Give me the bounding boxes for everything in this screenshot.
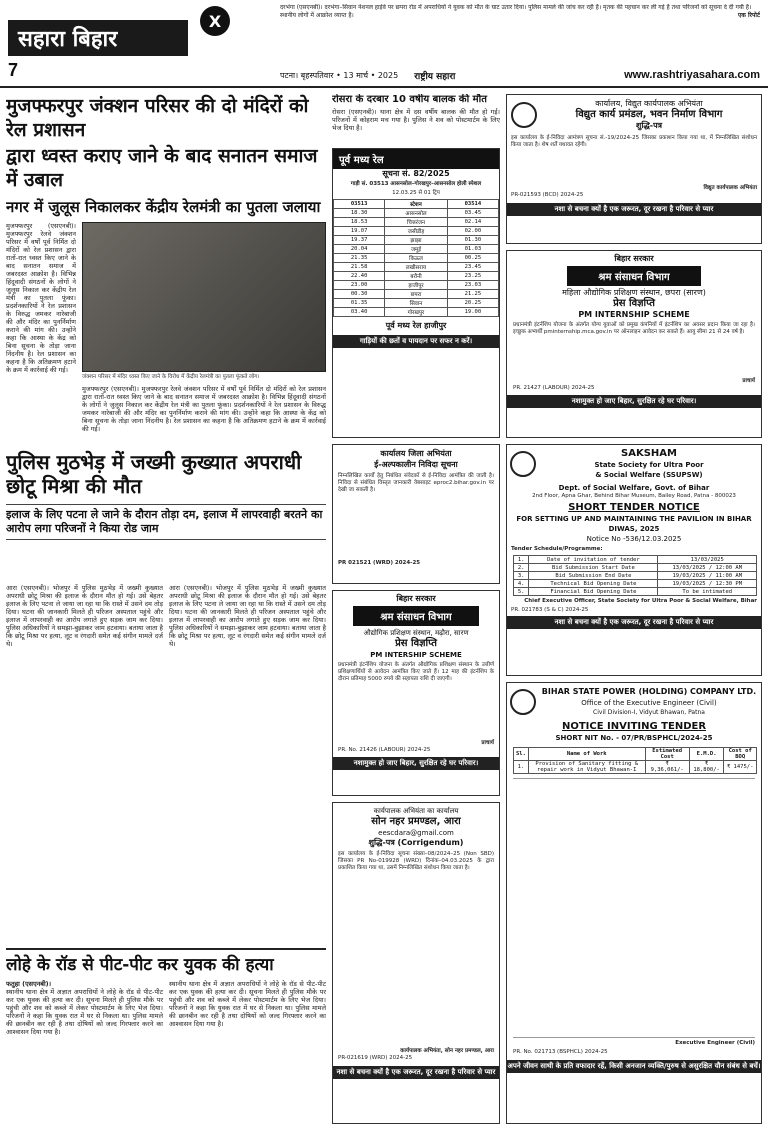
bsphcl-terms-area <box>513 778 755 1038</box>
saksham-schedule-body <box>514 556 757 596</box>
sone-email[interactable]: eescdara@gmail.com <box>378 829 454 837</box>
bsphcl-cell: ₹ 9,36,061/- <box>645 761 689 774</box>
lead-body-cont: मुजफ्फरपुर (एसएनबी)। मुजफ्फरपुर रेलवे जंक्शन परिसर में वर्षों पूर्व निर्मित दो मंदिरों को रेल प्रशासन द्वारा रातों-रात ध्वस्त किए जाने के बाद सनातन समाज में जबरदस्त आक्रोश है। विभिन्न हिंदूवादी संगठनों के लोगों ने जुलूस निकाल कर केंद्रीय रेल मंत्री का पुतला फूंका। प्रदर्शनकारियों ने रेल प्रशासन के विरुद्ध जमकर नारेबाजी की और मंदिर का पुनर्निर्माण कराने की मांग की। उन्होंने कहा कि आस्था के केंद्र को बिना सूचना के तोड़ा जाना निंदनीय है। रेल प्रशासन का कहना है कि अतिक्रमण हटाने के क्रम में कार्रवाई की गई। <box>82 385 326 433</box>
timetable-cell: लखीसराय <box>385 263 447 272</box>
tender-ad-header: कार्यालय जिला अभियंता <box>380 449 452 458</box>
timetable-cell: 19.00 <box>447 308 498 317</box>
schedule-cell: 5. <box>514 588 529 596</box>
brand-logo: सहारा बिहार <box>8 20 188 56</box>
electricity-ad <box>506 94 762 244</box>
timetable-row <box>334 254 499 263</box>
iti1-ref: PR. 21427 (LABOUR) 2024-25 <box>513 385 595 391</box>
timetable-row <box>334 299 499 308</box>
timetable-cell: 22.40 <box>334 272 385 281</box>
timetable-row <box>334 236 499 245</box>
railway-ad-notice: सूचना सं. 82/2025 <box>382 169 450 178</box>
bsphcl-notice-no: SHORT NIT No. - 07/PR/BSPHCL/2024-25 <box>555 734 713 742</box>
timetable-cell: जसीडीह <box>385 227 447 236</box>
timetable-cell: 23.25 <box>447 272 498 281</box>
iti1-header: बिहार सरकार <box>614 254 654 263</box>
story-rosra-body: रोसरा (एसएनबी)। थाना क्षेत्र में दस वर्षीय बालक की मौत हो गई। परिजनों में कोहराम मच गया है। पुलिस ने शव को पोस्टमार्टम के लिए भेज दिया है। <box>332 108 500 132</box>
timetable-cell: 01.03 <box>447 245 498 254</box>
timetable-cell: 21.25 <box>447 290 498 299</box>
iti2-title: प्रेस विज्ञप्ति <box>395 638 437 649</box>
iti1-subtitle: PM INTERNSHIP SCHEME <box>578 310 690 319</box>
timetable-row <box>334 218 499 227</box>
city-date: पटना। बृहस्पतिवार • 13 मार्च • 2025 <box>280 70 399 80</box>
schedule-cell: To be intimated <box>658 588 757 596</box>
bsphcl-logo-icon <box>510 689 536 715</box>
schedule-cell: Date of invitation of tender <box>529 556 658 564</box>
iti1-tagline: नशामुक्त हो जाए बिहार, सुरक्षित रहे घर परिवार। <box>507 395 761 408</box>
iti2-tagline: नशामुक्त हो जाए बिहार, सुरक्षित रहे घर परिवार। <box>333 757 499 770</box>
timetable-row <box>334 209 499 218</box>
bsphcl-head-cell: Name of Work <box>528 748 645 761</box>
lead-photo <box>82 222 326 372</box>
top-news-text: दरभंगा (एसएनबी)। दरभंगा–सिवान नेशनल हाईवे पर छपरा रोड में अपराधियों ने युवक को मौत के घाट उतार दिया। पुलिस मामले की जांच कर रही है। मृतक की पहचान कर ली गई है तथा परिजनों को सूचना दे दी गयी है। स्थानीय लोगों में आक्रोश व्याप्त है। <box>280 4 752 19</box>
electricity-ad-signature: विद्युत कार्यपालक अभियंता <box>703 185 757 191</box>
bsphcl-cell: Provision of Sanitary fitting & repair work in Vidyut Bhawan-I <box>528 761 645 774</box>
iti2-header: बिहार सरकार <box>396 594 436 603</box>
railway-ad <box>332 148 500 438</box>
bihar-seal-icon <box>511 102 537 128</box>
lead-body: मुजफ्फरपुर (एसएनबी)। मुजफ्फरपुर रेलवे जंक्शन परिसर में वर्षों पूर्व निर्मित दो मंदिरों को रेल प्रशासन द्वारा रातों-रात ध्वस्त किए जाने के बाद सनातन समाज में जबरदस्त आक्रोश है। विभिन्न हिंदूवादी संगठनों के लोगों ने जुलूस निकाल कर केंद्रीय रेल मंत्री का पुतला फूंका। प्रदर्शनकारियों ने रेल प्रशासन के विरुद्ध जमकर नारेबाजी की और मंदिर का पुनर्निर्माण कराने की मांग की। उन्होंने कहा कि आस्था के केंद्र को बिना सूचना के तोड़ा जाना निंदनीय है। रेल प्रशासन का कहना है कि अतिक्रमण हटाने के क्रम में कार्रवाई की गई। <box>6 222 76 374</box>
masthead <box>0 0 768 88</box>
iti1-office: महिला औद्योगिक प्रशिक्षण संस्थान, छपरा (सारण) <box>562 288 706 297</box>
schedule-cell: 2. <box>514 564 529 572</box>
saksham-schedule-table <box>513 555 757 596</box>
x-social-icon: X <box>200 6 230 36</box>
timetable-cell: 23.45 <box>447 263 498 272</box>
story-encounter-headline: पुलिस मुठभेड़ में जख्मी कुख्यात अपराधी छोटू मिश्रा की मौत <box>6 450 302 498</box>
story-murder-headline: लोहे के रॉड से पीट-पीट कर युवक की हत्या <box>6 948 326 976</box>
page-number: 7 <box>8 60 19 80</box>
sone-signature: कार्यपालक अभियंता, सोन नहर प्रमण्डल, आरा <box>400 1048 494 1054</box>
schedule-row <box>514 564 757 572</box>
bsphcl-ref: PR. No. 021713 (BSPHCL) 2024-25 <box>513 1049 608 1055</box>
timetable-cell: किऊल <box>385 254 447 263</box>
timetable-cell: 20.25 <box>447 299 498 308</box>
timetable-row <box>334 272 499 281</box>
tender-ad-body: निम्नलिखित कार्यों हेतु निबंधित संवेदकों से ई-निविदा आमंत्रित की जाती है। निविदा से संबंधित विस्तृत जानकारी वेबसाइट eproc2.bihar.gov.in पर देखी जा सकती है। <box>338 473 494 493</box>
timetable-cell: 18.53 <box>334 218 385 227</box>
story-encounter-subhead: इलाज के लिए पटना ले जाने के दौरान तोड़ा दम, इलाज में लापरवाही बरतने का आरोप लगा परिजनों ने किया रोड जाम <box>6 504 326 540</box>
timetable-cell: 23.03 <box>447 281 498 290</box>
sone-header: कार्यपालक अभियंता का कार्यालय <box>373 807 459 815</box>
schedule-row <box>514 556 757 564</box>
story-rosra-headline: रोसरा के दरबार 10 वर्षीय बालक की मौत <box>332 94 487 105</box>
iti1-signature: प्राचार्य <box>742 378 755 384</box>
tender-ad-title: ई-अल्पकालीन निविदा सूचना <box>374 460 458 469</box>
top-news-brief <box>280 4 760 64</box>
saksham-signature: Chief Executive Officer, State Society for Ultra Poor & Social Welfare, Bihar <box>524 598 757 604</box>
electricity-ad-body: इस कार्यालय के ई-निविदा आमंत्रण सूचना सं.-19/2024-25 जिसका प्रकाशन किया गया था, में निम्नलिखित संशोधन किया जाता है। शेष शर्तें यथावत रहेंगी। <box>511 135 757 148</box>
saksham-address: 2nd Floor, Apna Ghar, Behind Bihar Museum, Bailey Road, Patna - 800023 <box>532 493 736 499</box>
railway-ad-footer: पूर्व मध्य रेल हाजीपुर <box>385 321 447 330</box>
schedule-row <box>514 588 757 596</box>
bsphcl-office: Office of the Executive Engineer (Civil) <box>581 699 717 707</box>
story-encounter-body-cont: आरा (एसएनबी)। भोजपुर में पुलिस मुठभेड़ में जख्मी कुख्यात अपराधी छोटू मिश्रा की इलाज के दौरान मौत हो गई। उसे बेहतर इलाज के लिए पटना ले जाया जा रहा था कि रास्ते में उसने दम तोड़ दिया। घटना की जानकारी मिलते ही परिजन अस्पताल पहुंचे और इलाज में लापरवाही का आरोप लगाते हुए सड़क जाम कर दिया। पुलिस अधिकारियों ने समझा-बुझाकर जाम हटवाया। बताया जाता है कि छोटू मिश्रा पर हत्या, लूट व रंगदारी समेत कई संगीन मामले दर्ज थे। <box>169 584 326 648</box>
bsphcl-table <box>513 747 757 774</box>
timetable-row <box>334 227 499 236</box>
timetable-cell: 19.07 <box>334 227 385 236</box>
schedule-cell: 13/03/2025 / 12:00 AM <box>658 564 757 572</box>
story-rosra <box>332 94 500 144</box>
story-murder-dateline: फतुहा (एसएनबी)। <box>6 980 52 988</box>
timetable-cell: 01.35 <box>334 299 385 308</box>
bsphcl-cell: 1. <box>514 761 529 774</box>
saksham-schedule-title: Tender Schedule/Programme: <box>511 546 603 552</box>
timetable-cell: 00.25 <box>447 254 498 263</box>
bsphcl-cell: ₹ 18,800/- <box>689 761 724 774</box>
railway-ad-days: 12.03.25 से 01 ट्रिप <box>392 190 440 196</box>
saksham-notice-sub: FOR SETTING UP AND MAINTAINING THE PAVILION IN BIHAR DIWAS, 2025 <box>516 515 752 533</box>
bsphcl-head-cell: Estimated Cost <box>645 748 689 761</box>
tender-ad <box>332 444 500 584</box>
timetable-cell: 21.35 <box>334 254 385 263</box>
railway-timetable <box>333 199 499 317</box>
saksham-dept: Dept. of Social Welfare, Govt. of Bihar <box>558 484 710 492</box>
timetable-cell: 23.00 <box>334 281 385 290</box>
bsphcl-table-head <box>514 748 757 761</box>
timetable-row <box>334 263 499 272</box>
timetable-row <box>334 308 499 317</box>
schedule-cell: 19/03/2025 / 12:30 PM <box>658 580 757 588</box>
timetable-row <box>334 290 499 299</box>
railway-ad-tagline: गाड़ियों की छतों व पायदान पर सफर न करें। <box>333 335 499 348</box>
saksham-sub2: & Social Welfare (SSUPSW) <box>595 471 703 479</box>
schedule-cell: Bid Submission Start Date <box>529 564 658 572</box>
schedule-cell: 19/03/2025 / 11:00 AM <box>658 572 757 580</box>
saksham-ad <box>506 444 762 676</box>
iti2-dept: श्रम संसाधन विभाग <box>353 606 479 626</box>
lead-story <box>6 94 326 444</box>
lead-subhead: नगर में जुलूस निकालकर केंद्रीय रेलमंत्री का पुतला जलाया <box>6 198 321 216</box>
schedule-cell: 4. <box>514 580 529 588</box>
lead-headline-2: द्वारा ध्वस्त कराए जाने के बाद सनातन समाज में उबाल <box>6 145 318 191</box>
timetable-row <box>334 245 499 254</box>
timetable-cell: 19.37 <box>334 236 385 245</box>
iti-ad-marhaura <box>332 590 500 796</box>
story-murder-body-cont: स्थानीय थाना क्षेत्र में अज्ञात अपराधियों ने लोहे के रॉड से पीट-पीट कर एक युवक की हत्या कर दी। सूचना मिलते ही पुलिस मौके पर पहुंची और शव को कब्जे में लेकर पोस्टमार्टम के लिए भेज दिया। परिजनों ने कहा कि युवक रात में घर से निकला था। पुलिस मामले की छानबीन कर रही है तथा दोषियों को जल्द गिरफ्तार करने का आश्वासन दिया गया है। <box>169 980 326 1028</box>
schedule-cell: 3. <box>514 572 529 580</box>
electricity-ad-title: विद्युत कार्य प्रमंडल, भवन निर्माण विभाग <box>575 109 723 120</box>
lead-photo-caption: जंक्शन परिसर में मंदिर ध्वस्त किए जाने के विरोध में केंद्रीय रेलमंत्री का पुतला फूंकते लोग। <box>82 374 260 380</box>
bsphcl-head-cell: Sl. <box>514 748 529 761</box>
timetable-col-1: स्टेशन <box>385 200 447 209</box>
saksham-notice-no: Notice No -536/12.03.2025 <box>586 535 682 543</box>
saksham-logo-icon <box>510 451 536 477</box>
timetable-cell: गोरखपुर <box>385 308 447 317</box>
timetable-cell: 00.30 <box>334 290 385 299</box>
schedule-cell: 1. <box>514 556 529 564</box>
timetable-cell: चित्तरंजन <box>385 218 447 227</box>
timetable-cell: 01.30 <box>447 236 498 245</box>
saksham-sub1: State Society for Ultra Poor <box>594 461 704 469</box>
bsphcl-ad <box>506 682 762 1124</box>
schedule-cell: 13/03/2025 <box>658 556 757 564</box>
timetable-col-0: 03513 <box>334 200 385 209</box>
schedule-row <box>514 580 757 588</box>
story-encounter-body: आरा (एसएनबी)। भोजपुर में पुलिस मुठभेड़ में जख्मी कुख्यात अपराधी छोटू मिश्रा की इलाज के दौरान मौत हो गई। उसे बेहतर इलाज के लिए पटना ले जाया जा रहा था कि रास्ते में उसने दम तोड़ दिया। घटना की जानकारी मिलते ही परिजन अस्पताल पहुंचे और इलाज में लापरवाही का आरोप लगाते हुए सड़क जाम कर दिया। पुलिस अधिकारियों ने समझा-बुझाकर जाम हटवाया। बताया जाता है कि छोटू मिश्रा पर हत्या, लूट व रंगदारी समेत कई संगीन मामले दर्ज थे। <box>6 584 163 648</box>
timetable-cell: 03.40 <box>334 308 385 317</box>
timetable-cell: बरौनी <box>385 272 447 281</box>
sone-tagline: नशा से बचना क्यों है एक जरूरत, दूर रखना है परिवार से प्यार <box>333 1066 499 1079</box>
saksham-tagline: नशा से बचना क्यों है एक जरूरत, दूर रखना है परिवार से प्यार <box>507 616 761 629</box>
timetable-head-row <box>334 200 499 209</box>
sone-subtitle: शुद्धि-पत्र (Corrigendum) <box>368 838 464 847</box>
timetable-row <box>334 281 499 290</box>
iti2-ref: PR. No. 21426 (LABOUR) 2024-25 <box>338 747 431 753</box>
railway-ad-header: पूर्व मध्य रेल <box>333 149 499 169</box>
bsphcl-cell: ₹ 1475/- <box>724 761 757 774</box>
saksham-notice-title: SHORT TENDER NOTICE <box>568 502 700 513</box>
iti1-title: प्रेस विज्ञप्ति <box>613 298 655 309</box>
top-news-tag: एक रिपोर्ट <box>737 12 760 19</box>
timetable-cell: 20.04 <box>334 245 385 254</box>
electricity-ad-subtitle: शुद्धि-पत्र <box>635 121 663 130</box>
timetable-cell: 03.45 <box>447 209 498 218</box>
timetable-cell: हाजीपुर <box>385 281 447 290</box>
electricity-ad-ref: PR-021593 (BCD) 2024-25 <box>511 192 584 198</box>
bsphcl-title: BIHAR STATE POWER (HOLDING) COMPANY LTD. <box>541 687 757 696</box>
timetable-cell: 21.58 <box>334 263 385 272</box>
iti2-subtitle: PM INTERSHIP SCHEME <box>370 651 462 659</box>
schedule-cell: Bid Submission End Date <box>529 572 658 580</box>
timetable-cell: सिवान <box>385 299 447 308</box>
bsphcl-address: Civil Division-I, Vidyut Bhawan, Patna <box>593 709 705 716</box>
timetable-cell: 18.30 <box>334 209 385 218</box>
bsphcl-table-row <box>514 761 757 774</box>
sone-body: इस कार्यालय के ई-निविदा सूचना संख्या–08/2024–25 (Non SBD) जिसका PR No-019928 (WRD) दिनांक–04.03.2025 के द्वारा प्रकाशित किया गया था, उसमें निम्नलिखित संशोधन किया जाता है। <box>338 851 494 871</box>
iti-ad-chhapra <box>506 250 762 438</box>
bsphcl-notice: NOTICE INVITING TENDER <box>561 721 707 732</box>
lead-headline-1: मुजफ्फरपुर जंक्शन परिसर की दो मंदिरों को रेल प्रशासन <box>6 95 309 141</box>
iti2-body: प्रधानमंत्री इंटर्नशिप योजना के अंतर्गत औद्योगिक प्रशिक्षण संस्थान के उत्तीर्ण प्रशिक्षणार्थियों से आवेदन आमंत्रित किए जाते हैं। 12 माह की इंटर्नशिप के दौरान प्रतिमाह 5000 रुपये की सहायता राशि दी जाएगी। <box>338 662 494 682</box>
dateline-bar <box>280 64 760 86</box>
saksham-ref: PR. 021783 (S & C) 2024-25 <box>511 607 589 613</box>
website-link[interactable]: www.rashtriyasahara.com <box>624 69 760 81</box>
timetable-cell: जमुई <box>385 245 447 254</box>
story-encounter-body-wrap <box>6 584 326 944</box>
tender-ad-ref: PR 021521 (WRD) 2024-25 <box>338 560 421 566</box>
timetable-col-2: 03514 <box>447 200 498 209</box>
sone-ad <box>332 802 500 1124</box>
timetable-body <box>334 209 499 317</box>
railway-ad-title: गाड़ी सं. 03513 आसनसोल–गोरखपुर–आसनसोल होली स्पेशल <box>350 181 482 187</box>
schedule-cell: Technical Bid Opening Date <box>529 580 658 588</box>
schedule-cell: Financial Bid Opening Date <box>529 588 658 596</box>
timetable-cell: आसनसोल <box>385 209 447 218</box>
bsphcl-signature: Executive Engineer (Civil) <box>675 1040 755 1046</box>
sone-ref: PR-021619 (WRD) 2024-25 <box>338 1055 413 1061</box>
bsphcl-tagline: अपने जीवन साथी के प्रति वफादार रहें, किसी अनजान व्यक्ति/पुरुष से असुरक्षित यौन संबंध से बचें। <box>507 1060 761 1073</box>
electricity-ad-header: कार्यालय, विद्युत कार्यपालक अभियंता <box>595 99 703 108</box>
story-murder <box>6 948 326 1124</box>
electricity-ad-tagline: नशा से बचना क्यों है एक जरूरत, दूर रखना है परिवार से प्यार <box>507 203 761 216</box>
bsphcl-head-cell: Cost of BOQ <box>724 748 757 761</box>
timetable-cell: झाझा <box>385 236 447 245</box>
iti2-office: औद्योगिक प्रशिक्षण संस्थान, मढ़ौरा, सारण <box>363 629 469 637</box>
story-encounter <box>6 450 326 580</box>
schedule-row <box>514 572 757 580</box>
paper-brand: राष्ट्रीय सहारा <box>414 71 456 82</box>
timetable-cell: छपरा <box>385 290 447 299</box>
sone-title: सोन नहर प्रमण्डल, आरा <box>371 816 461 827</box>
story-murder-body: स्थानीय थाना क्षेत्र में अज्ञात अपराधियों ने लोहे के रॉड से पीट-पीट कर एक युवक की हत्या कर दी। सूचना मिलते ही पुलिस मौके पर पहुंची और शव को कब्जे में लेकर पोस्टमार्टम के लिए भेज दिया। परिजनों ने कहा कि युवक रात में घर से निकला था। पुलिस मामले की छानबीन कर रही है तथा दोषियों को जल्द गिरफ्तार करने का आश्वासन दिया गया है। <box>6 988 163 1036</box>
iti1-dept: श्रम संसाधन विभाग <box>567 266 701 286</box>
timetable-cell: 02.14 <box>447 218 498 227</box>
bsphcl-head-cell: E.M.D. <box>689 748 724 761</box>
iti2-signature: प्राचार्य <box>481 740 494 746</box>
iti1-body: प्रधानमंत्री इंटर्नशिप योजना के अंतर्गत योग्य युवाओं को प्रमुख कंपनियों में इंटर्नशिप का अवसर प्रदान किया जा रहा है। इच्छुक अभ्यर्थी pminternship.mca.gov.in पर ऑनलाइन आवेदन कर सकते हैं। आयु सीमा 21 से 24 वर्ष है। <box>513 322 755 335</box>
timetable-cell: 02.00 <box>447 227 498 236</box>
saksham-title: SAKSHAM <box>621 448 677 459</box>
